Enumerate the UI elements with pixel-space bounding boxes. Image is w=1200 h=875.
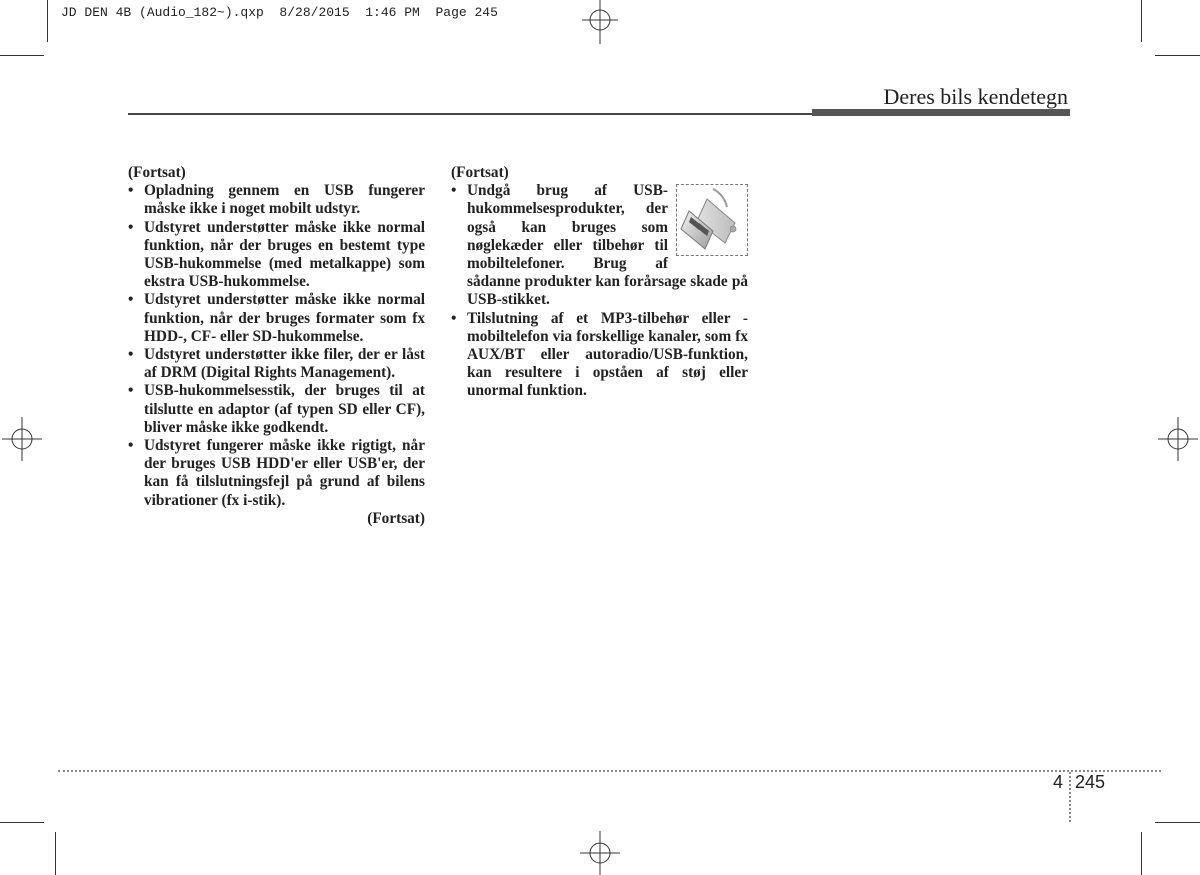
list-item: • Opladning gennem en USB fungerer måske ikke i noget mobilt udstyr. [128,182,425,218]
list-item: • USB-hukommelsesstik, der bruges til at tilslutte en adaptor (af typen SD eller CF), bliver måske ikke godkendt. [128,382,425,436]
chapter-number: 4 [1053,772,1064,792]
footer-divider [1069,772,1071,822]
registration-mark-icon [0,417,44,461]
list-item: • Udstyret understøtter måske ikke normal funktion, når der bruges formater som fx HDD-, CF- eller SD-hukommelse. [128,291,425,345]
header-rule-accent [812,109,1070,116]
section-title: Deres bils kendetegn [883,84,1068,109]
print-slug: JD DEN 4B (Audio_182~).qxp 8/28/2015 1:46 PM Page 245 [61,5,498,20]
list-item: • Tilslutning af et MP3-tilbehør eller -mobiltelefon via forskellige kanaler, som fx AUX/BT eller autoradio/USB-funktion, kan resultere i opståen af støj eller unormal funktion. [451,309,748,400]
registration-mark-icon [578,0,622,44]
footer-rule [58,770,1161,772]
text-column-left [128,164,425,528]
list-item: • Udstyret understøtter måske ikke normal funktion, når der bruges en bestemt type USB-hukommelse (med metalkappe) som ekstra USB-hukommelse. [128,218,425,291]
list-item: • Udstyret understøtter ikke filer, der er låst af DRM (Digital Rights Management). [128,346,425,382]
text-column-right [451,164,748,401]
continued-label: (Fortsat) [451,164,509,181]
bullet-list [128,182,425,510]
bullet-list [451,182,748,400]
header-rule [128,113,813,115]
registration-mark-icon [1156,417,1200,461]
continued-label: (Fortsat) [128,164,186,181]
list-item: • Undgå brug af USB-hukommelsesprodukter, der også kan bruges som nøglekæder eller tilbehør til mobiltelefoner. Brug af sådanne produkter kan forårsage skade på USB-stikket. [451,182,748,309]
page-number: 245 [1075,772,1106,792]
continued-label: (Fortsat) [367,509,425,527]
registration-mark-icon [578,831,622,875]
list-item: • Udstyret fungerer måske ikke rigtigt, når der bruges USB HDD'er eller USB'er, der kan få tilslutningsfejl på grund af bilens vibrationer (fx i-stik). [128,437,425,509]
usb-stick-icon [676,184,748,256]
